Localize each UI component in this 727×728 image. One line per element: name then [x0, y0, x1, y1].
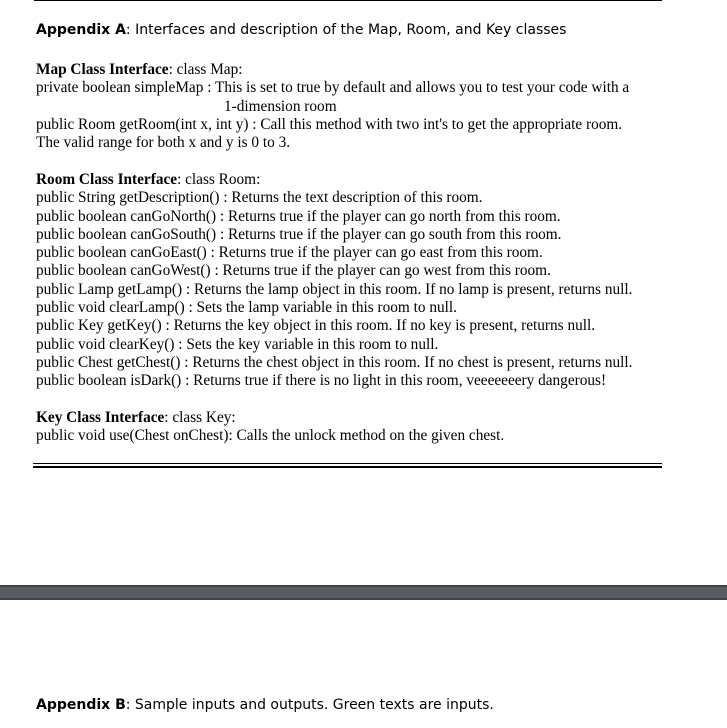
room-class-line: public void clearLamp() : Sets the lamp variable in this room to null.: [36, 299, 457, 317]
map-class-line: The valid range for both x and y is 0 to 3.: [36, 134, 291, 152]
page-break: [0, 585, 727, 600]
map-class-line: public Room getRoom(int x, int y) : Call this method with two int's to get the appropriate room.: [36, 115, 623, 133]
room-class-section: [36, 171, 664, 391]
map-class-title-bold: Map Class Interface: [36, 61, 169, 78]
map-class-title-rest: : class Map:: [168, 61, 243, 78]
key-class-title-rest: : class Key:: [164, 409, 236, 426]
top-rule: [34, 0, 662, 1]
appendix-b-label: Appendix B: [36, 697, 126, 713]
room-class-title-bold: Room Class Interface: [36, 171, 178, 188]
section-end-rule: [33, 463, 662, 468]
room-class-line: public Lamp getLamp() : Returns the lamp object in this room. If no lamp is present, returns null.: [36, 280, 633, 298]
map-class-title: [36, 61, 664, 79]
appendix-a-heading: [36, 22, 566, 38]
key-class-title-bold: Key Class Interface: [36, 409, 165, 426]
room-class-line: public boolean canGoSouth() : Returns true if the player can go south from this room.: [36, 225, 562, 243]
room-class-line: public Chest getChest() : Returns the chest object in this room. If no chest is present, returns null.: [36, 353, 633, 371]
appendix-a-text: : Interfaces and description of the Map, Room, and Key classes: [125, 22, 567, 38]
appendix-b-text: : Sample inputs and outputs. Green texts are inputs.: [125, 697, 494, 713]
key-class-section: [36, 409, 664, 446]
room-class-line: public String getDescription() : Returns the text description of this room.: [36, 189, 483, 207]
room-class-title: [36, 171, 664, 189]
room-class-line: public boolean canGoEast() : Returns true if the player can go east from this room.: [36, 244, 543, 262]
map-class-section: [36, 61, 664, 152]
map-class-line: private boolean simpleMap : This is set to true by default and allows you to test your code with a: [36, 79, 630, 97]
appendix-b-heading: [36, 697, 494, 713]
room-class-line: public boolean isDark() : Returns true if there is no light in this room, veeeeeeery dangerous!: [36, 372, 607, 390]
map-class-line: 1-dimension room: [224, 97, 337, 115]
appendix-a-label: Appendix A: [36, 22, 126, 38]
room-class-line: public boolean canGoWest() : Returns true if the player can go west from this room.: [36, 262, 551, 280]
key-class-title: [36, 409, 664, 427]
key-class-line: public void use(Chest onChest): Calls the unlock method on the given chest.: [36, 427, 505, 445]
room-class-line: public void clearKey() : Sets the key variable in this room to null.: [36, 335, 439, 353]
room-class-line: public Key getKey() : Returns the key object in this room. If no key is present, returns null.: [36, 317, 596, 335]
room-class-line: public boolean canGoNorth() : Returns true if the player can go north from this room.: [36, 207, 561, 225]
room-class-title-rest: : class Room:: [177, 171, 261, 188]
